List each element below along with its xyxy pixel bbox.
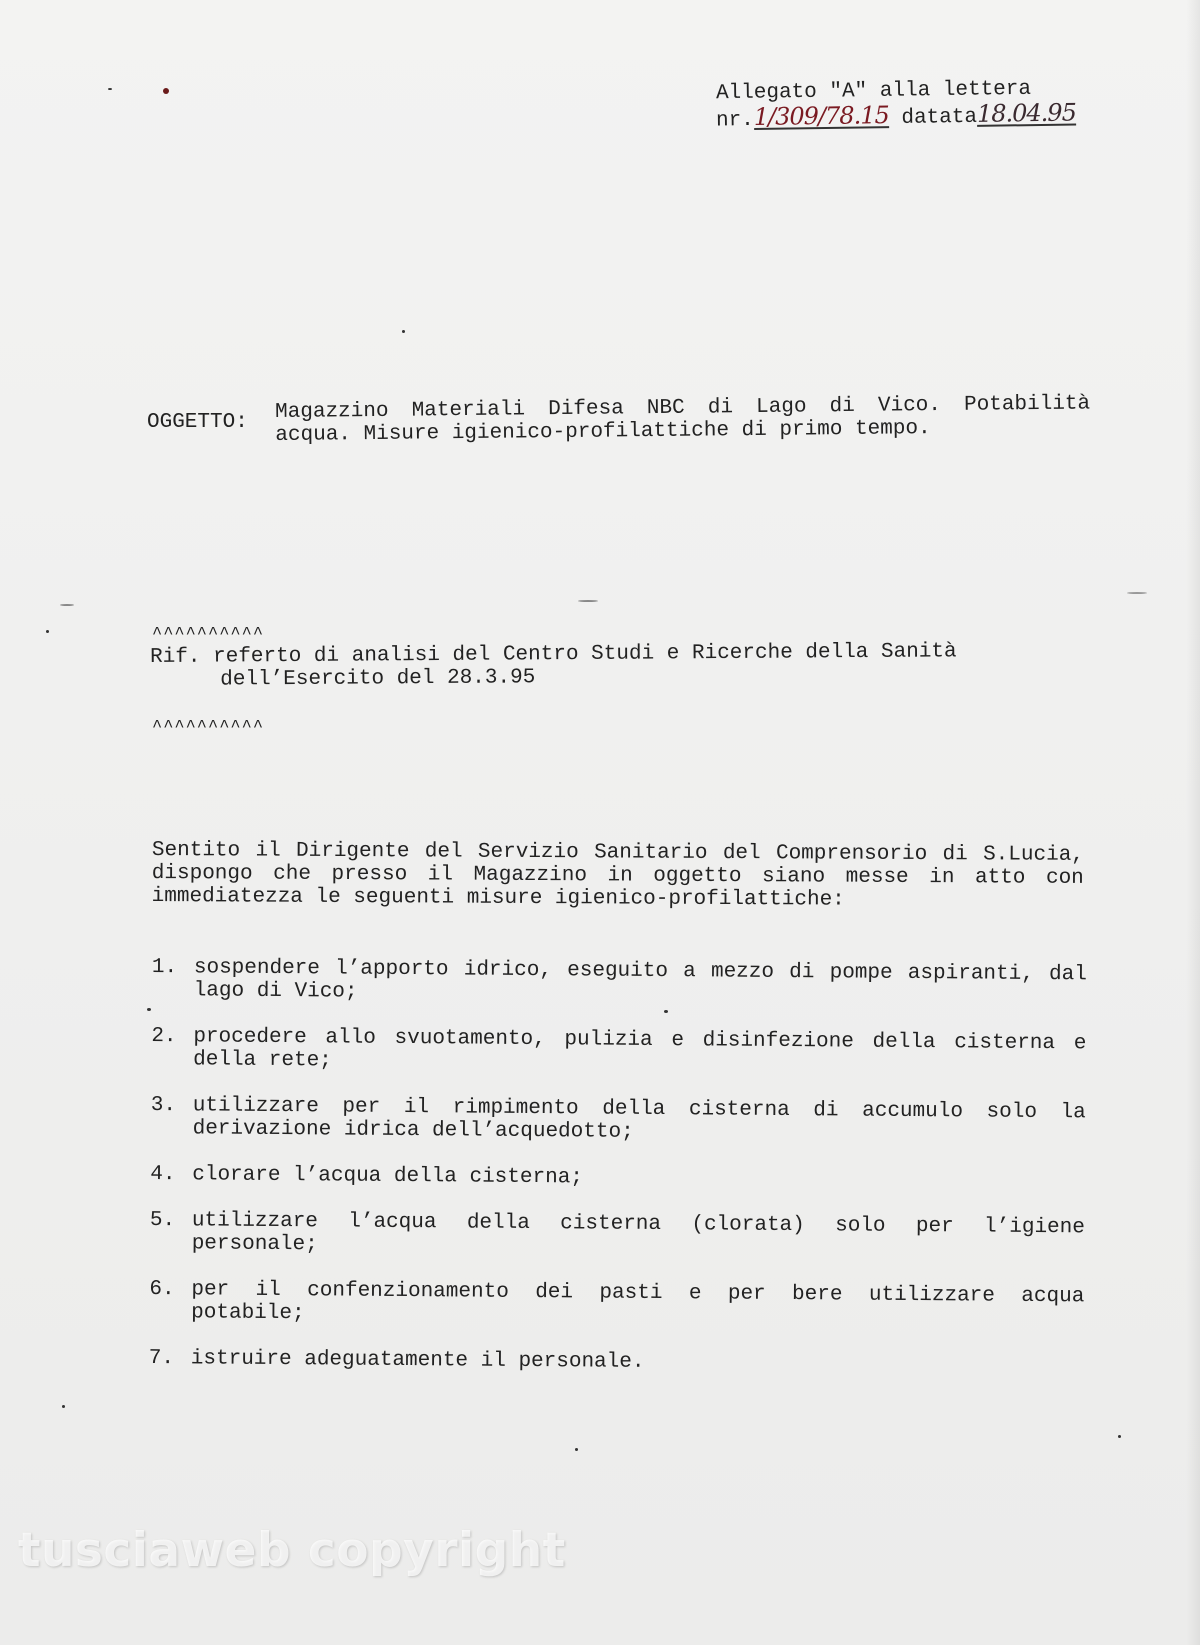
list-item bbox=[149, 1347, 1084, 1377]
handwritten-date: 18.04.95 bbox=[976, 98, 1077, 128]
scan-speck bbox=[147, 1008, 151, 1011]
subject-text: Magazzino Materiali Difesa NBC di Lago di Vico. Potabilità acqua. Misure igienico-profilattiche di primo tempo. bbox=[275, 392, 1091, 447]
list-item bbox=[149, 1278, 1084, 1331]
attachment-header-line1: Allegato "A" alla lettera bbox=[715, 77, 1032, 106]
list-item bbox=[150, 1163, 1085, 1193]
measures-list bbox=[149, 956, 1087, 1400]
list-item-number: 2. bbox=[151, 1024, 177, 1049]
list-item bbox=[151, 1094, 1086, 1147]
list-item-text: sospendere l’apporto idrico, eseguito a mezzo di pompe aspiranti, dal lago di Vico; bbox=[193, 956, 1087, 1004]
list-item-number: 6. bbox=[149, 1277, 175, 1302]
reference-line1: Rif. referto di analisi del Centro Studi e Ricerche della Sanità bbox=[150, 640, 957, 669]
datata-label: datata bbox=[901, 105, 978, 130]
reference-line2: dell’Esercito del 28.3.95 bbox=[220, 666, 536, 692]
handwritten-letter-number: 1/309/78.15 bbox=[753, 101, 889, 131]
list-item bbox=[151, 1025, 1086, 1078]
scan-speck bbox=[1127, 592, 1147, 594]
caret-separator-top: ^^^^^^^^^^ bbox=[152, 625, 265, 644]
caret-separator-bottom: ^^^^^^^^^^ bbox=[152, 718, 265, 737]
subject-label: OGGETTO: bbox=[147, 411, 248, 434]
list-item-number: 1. bbox=[151, 956, 178, 980]
attachment-header-line2 bbox=[715, 98, 1077, 133]
scan-speck bbox=[108, 88, 112, 90]
page-edge-shadow bbox=[1186, 0, 1200, 1645]
list-item-number: 3. bbox=[150, 1093, 177, 1118]
list-item-number: 5. bbox=[149, 1208, 176, 1233]
nr-label: nr. bbox=[715, 108, 755, 133]
list-item-text: procedere allo svuotamento, pulizia e disinfezione della cisterna e della rete; bbox=[193, 1025, 1087, 1073]
scan-speck bbox=[575, 1448, 578, 1451]
list-item-text: utilizzare l’acqua della cisterna (clorata) solo per l’igiene personale; bbox=[191, 1209, 1085, 1257]
list-item-text: per il confenzionamento dei pasti e per bere utilizzare acqua potabile; bbox=[191, 1278, 1085, 1326]
scan-speck bbox=[402, 330, 405, 333]
scan-speck bbox=[1118, 1435, 1121, 1438]
list-item-text: istruire adeguatamente il personale. bbox=[190, 1347, 645, 1374]
scan-speck bbox=[664, 1010, 668, 1013]
list-item bbox=[150, 1209, 1085, 1262]
list-item-text: utilizzare per il rimpimento della cisterna di accumulo solo la derivazione idrica dell’acquedotto; bbox=[192, 1094, 1086, 1144]
list-item-number: 7. bbox=[148, 1346, 175, 1371]
scan-speck bbox=[578, 600, 598, 602]
reference-block bbox=[150, 639, 1090, 692]
list-item bbox=[152, 956, 1087, 1009]
scan-speck bbox=[163, 88, 169, 94]
copyright-watermark: tusciaweb copyright bbox=[18, 1523, 566, 1578]
scan-speck bbox=[62, 1405, 65, 1408]
list-item-number: 4. bbox=[150, 1162, 176, 1187]
list-item-text: clorare l’acqua della cisterna; bbox=[192, 1163, 584, 1190]
scan-speck bbox=[46, 630, 49, 633]
scan-speck bbox=[60, 604, 74, 606]
body-intro-paragraph: Sentito il Dirigente del Servizio Sanitario del Comprensorio di S.Lucia, dispongo che presso il Magazzino in oggetto siano messe in atto con immediatezza le seguenti misure igienico-profilattiche: bbox=[151, 839, 1084, 912]
